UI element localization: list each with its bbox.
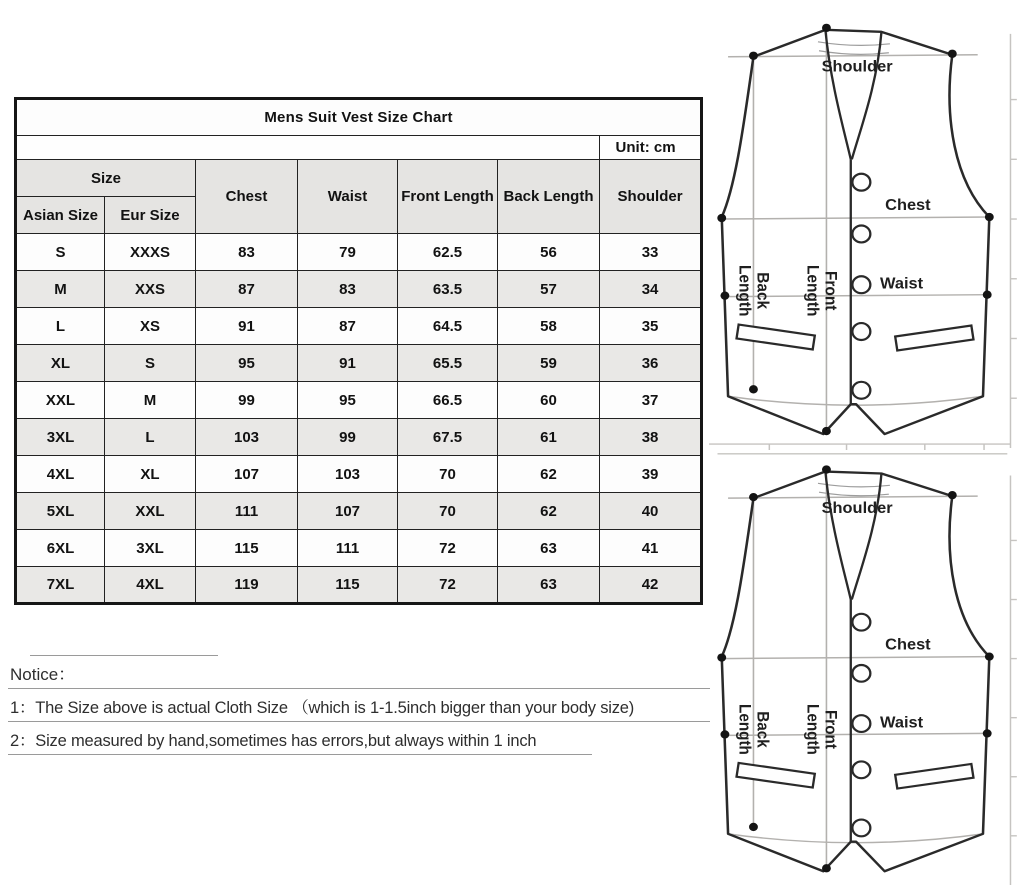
chest-measure-line <box>722 657 991 659</box>
size-cell: 38 <box>600 419 702 456</box>
left-pocket-welt <box>737 325 815 350</box>
size-cell: 111 <box>196 493 298 530</box>
col-header-eur-size: Eur Size <box>105 197 196 234</box>
table-row <box>16 567 702 604</box>
size-cell: 65.5 <box>398 345 498 382</box>
size-cell: 39 <box>600 456 702 493</box>
size-cell: XXL <box>105 493 196 530</box>
size-cell: 119 <box>196 567 298 604</box>
size-table <box>14 97 703 605</box>
frame-ticks-right <box>1010 100 1016 399</box>
size-cell: 6XL <box>16 530 105 567</box>
notice-section <box>8 655 710 755</box>
table-row <box>16 345 702 382</box>
button-5 <box>852 820 870 837</box>
size-cell: 107 <box>298 493 398 530</box>
size-cell: 34 <box>600 271 702 308</box>
button-5 <box>852 382 870 399</box>
size-cell: 70 <box>398 456 498 493</box>
vest-diagram-top <box>690 0 1020 450</box>
left-lapel-line <box>825 30 850 159</box>
right-lapel-line <box>852 474 882 600</box>
size-cell: XXXS <box>105 234 196 271</box>
vest-measurement-diagram <box>690 442 1020 887</box>
size-cell: 70 <box>398 493 498 530</box>
front-length-label: FrontLength <box>803 265 839 317</box>
size-table-body <box>16 234 702 604</box>
button-column <box>852 614 870 837</box>
size-cell: 99 <box>196 382 298 419</box>
size-cell: 3XL <box>105 530 196 567</box>
size-cell: 40 <box>600 493 702 530</box>
table-row <box>16 234 702 271</box>
front-length-label: FrontLength <box>803 704 839 755</box>
size-cell: 42 <box>600 567 702 604</box>
size-cell: 87 <box>298 308 398 345</box>
size-cell: 66.5 <box>398 382 498 419</box>
size-cell: 61 <box>498 419 600 456</box>
size-cell: 91 <box>298 345 398 382</box>
size-cell: 35 <box>600 308 702 345</box>
size-cell: 95 <box>298 382 398 419</box>
right-pocket-welt <box>895 326 973 351</box>
button-2 <box>852 665 870 682</box>
size-cell: XS <box>105 308 196 345</box>
size-cell: 91 <box>196 308 298 345</box>
size-cell: 99 <box>298 419 398 456</box>
size-group-header: Size <box>16 160 196 197</box>
size-cell: 72 <box>398 567 498 604</box>
unit-row <box>16 136 702 160</box>
size-cell: L <box>16 308 105 345</box>
right-pocket-welt <box>895 764 973 789</box>
size-cell: 103 <box>196 419 298 456</box>
size-cell: 36 <box>600 345 702 382</box>
size-cell: 62.5 <box>398 234 498 271</box>
size-cell: 7XL <box>16 567 105 604</box>
chart-title: Mens Suit Vest Size Chart <box>16 99 702 136</box>
vest-measurement-diagram <box>690 0 1020 450</box>
size-cell: 5XL <box>16 493 105 530</box>
size-cell: 63 <box>498 567 600 604</box>
col-header-asian-size: Asian Size <box>16 197 105 234</box>
table-row <box>16 308 702 345</box>
button-3 <box>852 715 870 732</box>
size-cell: XXL <box>16 382 105 419</box>
size-cell: 37 <box>600 382 702 419</box>
size-cell: 59 <box>498 345 600 382</box>
notice-items <box>8 689 710 755</box>
size-cell: 111 <box>298 530 398 567</box>
col-header-front-length: Front Length <box>398 160 498 234</box>
size-cell: 83 <box>298 271 398 308</box>
size-cell: 4XL <box>16 456 105 493</box>
col-header-shoulder: Shoulder <box>600 160 702 234</box>
col-header-chest: Chest <box>196 160 298 234</box>
chest-label: Chest <box>885 637 931 654</box>
frame-ticks-right <box>1010 540 1016 835</box>
table-row <box>16 530 702 567</box>
left-lapel-line <box>825 472 850 600</box>
title-row <box>16 99 702 136</box>
size-cell: 33 <box>600 234 702 271</box>
size-cell: XXS <box>105 271 196 308</box>
size-cell: 72 <box>398 530 498 567</box>
size-chart <box>14 97 703 605</box>
shoulder-label: Shoulder <box>821 59 893 76</box>
waist-label: Waist <box>879 714 924 732</box>
size-cell: 58 <box>498 308 600 345</box>
size-cell: 62 <box>498 456 600 493</box>
size-cell: 60 <box>498 382 600 419</box>
button-column <box>852 174 870 399</box>
notice-heading: Notice： <box>8 656 710 689</box>
size-cell: XL <box>105 456 196 493</box>
size-cell: 83 <box>196 234 298 271</box>
size-cell: 115 <box>196 530 298 567</box>
button-1 <box>852 614 870 631</box>
table-row <box>16 456 702 493</box>
shoulder-measure-line <box>728 496 978 498</box>
vest-diagram-bottom <box>690 442 1020 887</box>
size-cell: 103 <box>298 456 398 493</box>
size-cell: M <box>16 271 105 308</box>
size-cell: 87 <box>196 271 298 308</box>
notice-item: 2：Size measured by hand,sometimes has errors,but always within 1 inch <box>8 722 592 755</box>
size-cell: 62 <box>498 493 600 530</box>
size-cell: 3XL <box>16 419 105 456</box>
size-cell: 64.5 <box>398 308 498 345</box>
chest-measure-line <box>722 217 991 219</box>
back-length-label: BackLength <box>735 704 772 755</box>
back-length-label: BackLength <box>735 265 772 317</box>
table-row <box>16 271 702 308</box>
size-cell: 67.5 <box>398 419 498 456</box>
size-cell: 57 <box>498 271 600 308</box>
button-2 <box>852 225 870 242</box>
size-cell: S <box>16 234 105 271</box>
size-cell: 56 <box>498 234 600 271</box>
chest-label: Chest <box>885 197 931 214</box>
size-cell: 41 <box>600 530 702 567</box>
shoulder-measure-line <box>728 55 978 57</box>
size-cell: 115 <box>298 567 398 604</box>
unit-label: Unit: cm <box>600 136 702 160</box>
button-3 <box>852 276 870 293</box>
unit-spacer <box>16 136 600 160</box>
size-cell: 63.5 <box>398 271 498 308</box>
header-row-1 <box>16 160 702 197</box>
size-cell: 4XL <box>105 567 196 604</box>
notice-item: 1：The Size above is actual Cloth Size （which is 1-1.5inch bigger than your body size) <box>8 689 710 722</box>
size-cell: L <box>105 419 196 456</box>
size-cell: M <box>105 382 196 419</box>
size-cell: 95 <box>196 345 298 382</box>
table-row <box>16 419 702 456</box>
button-4 <box>852 323 870 340</box>
size-cell: 79 <box>298 234 398 271</box>
button-4 <box>852 761 870 778</box>
size-cell: 107 <box>196 456 298 493</box>
col-header-waist: Waist <box>298 160 398 234</box>
right-lapel-line <box>852 32 882 159</box>
size-cell: S <box>105 345 196 382</box>
table-row <box>16 493 702 530</box>
size-cell: XL <box>16 345 105 382</box>
waist-label: Waist <box>879 276 924 293</box>
left-pocket-welt <box>737 763 815 788</box>
table-row <box>16 382 702 419</box>
shoulder-label: Shoulder <box>821 500 893 517</box>
col-header-back-length: Back Length <box>498 160 600 234</box>
size-cell: 63 <box>498 530 600 567</box>
button-1 <box>852 174 870 191</box>
